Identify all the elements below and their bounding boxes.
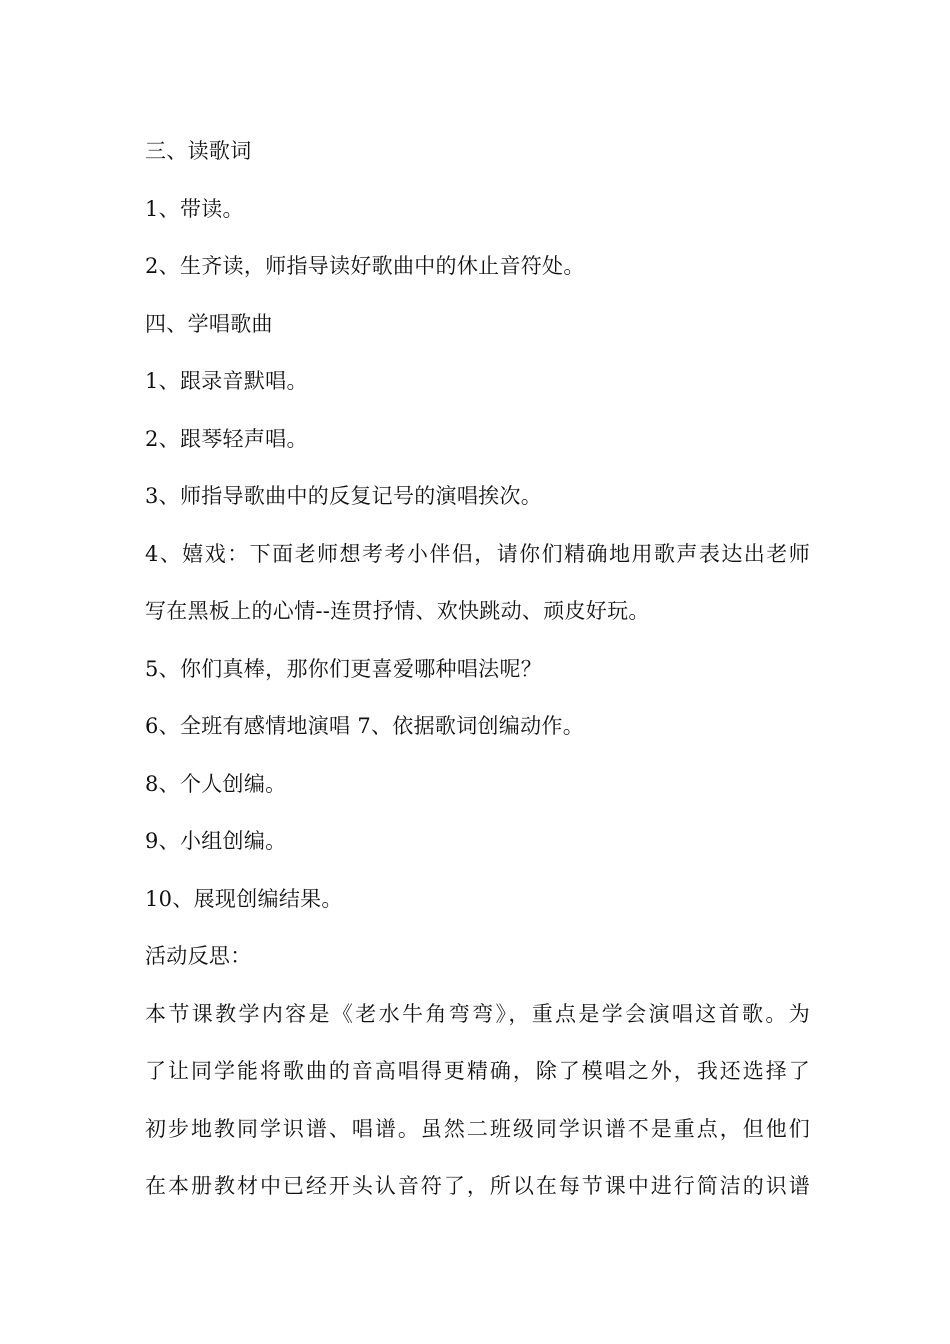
text-line: 5、你们真棒，那你们更喜爱哪种唱法呢？ [145,656,543,681]
section-heading-learn-song: 四、学唱歌曲 [145,311,273,336]
text-line: 2、跟琴轻声唱。 [145,426,308,451]
text-line: 2、生齐读，师指导读好歌曲中的休止音符处。 [145,254,585,278]
text-line: 写在黑板上的心情--连贯抒情、欢快跳动、顽皮好玩。 [145,599,650,623]
section-heading-reflection: 活动反思： [145,944,252,968]
section-heading-read-lyrics: 三、读歌词 [145,139,252,163]
paragraph-line: 本节课教学内容是《老水牛角弯弯》，重点是学会演唱这首歌。为 [145,1001,810,1026]
paragraph-line: 初步地教同学识谱、唱谱。虽然二班级同学识谱不是重点，但他们 [145,1116,810,1141]
text-line: 1、跟录音默唱。 [145,369,308,393]
text-line: 4、嬉戏：下面老师想考考小伴侣，请你们精确地用歌声表达出老师 [145,541,810,566]
text-line: 9、小组创编。 [145,829,287,853]
paragraph-line: 在本册教材中已经开头认音符了，所以在每节课中进行简洁的识谱 [145,1174,810,1198]
text-line: 10、展现创编结果。 [145,886,343,911]
paragraph-line: 了让同学能将歌曲的音高唱得更精确，除了模唱之外，我还选择了 [145,1059,810,1083]
document-body [145,131,810,1224]
text-line: 3、师指导歌曲中的反复记号的演唱挨次。 [145,484,543,508]
text-line: 6、全班有感情地演唱 7、依据歌词创编动作。 [145,714,584,738]
text-line: 8、个人创编。 [145,771,287,796]
text-line: 1、带读。 [145,196,244,221]
